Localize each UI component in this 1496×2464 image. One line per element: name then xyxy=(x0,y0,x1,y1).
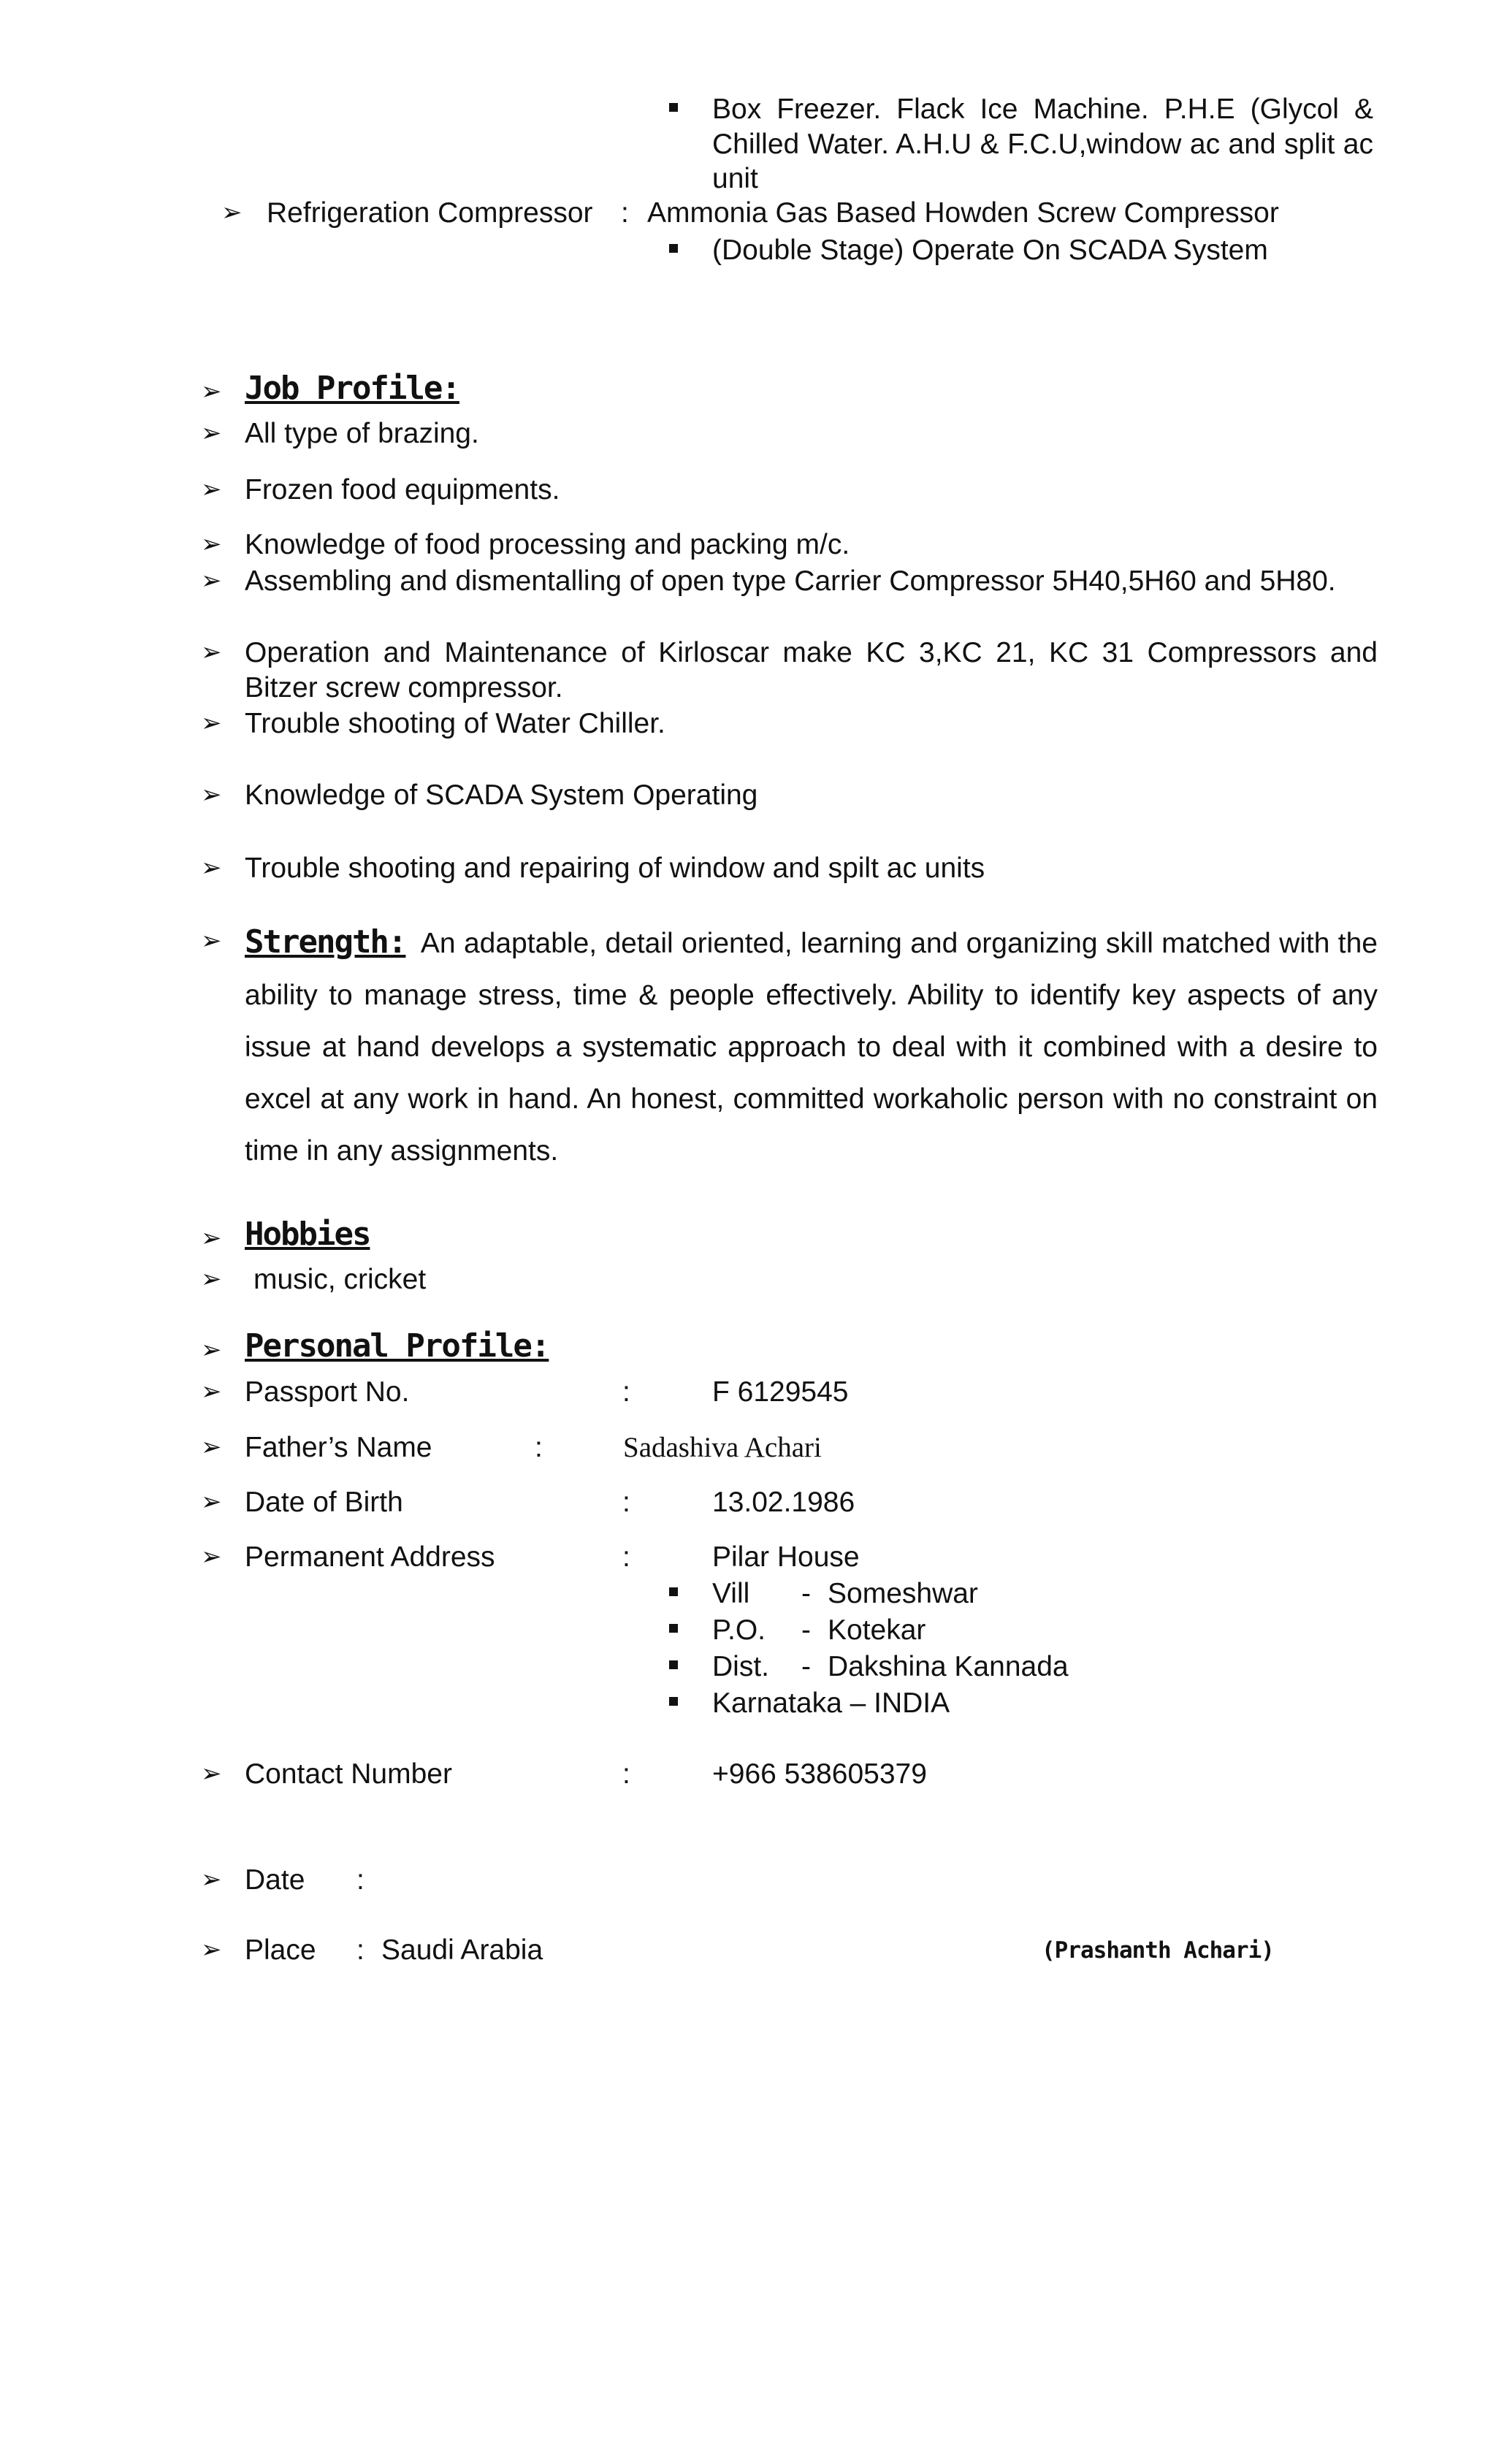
arrow-bullet-icon: ➢ xyxy=(201,780,222,809)
arrow-bullet-icon: ➢ xyxy=(201,419,222,448)
passport-label: Passport No. xyxy=(245,1376,410,1408)
arrow-bullet-icon: ➢ xyxy=(201,1865,222,1894)
address-key: Dist. xyxy=(712,1651,769,1682)
arrow-bullet-icon: ➢ xyxy=(201,566,222,595)
dob-label: Date of Birth xyxy=(245,1487,403,1518)
arrow-bullet-icon: ➢ xyxy=(201,475,222,504)
father-name-label: Father’s Name xyxy=(245,1432,432,1463)
bullet-square xyxy=(669,103,678,112)
address-value: Dakshina Kannada xyxy=(828,1651,1069,1682)
arrow-bullet-icon: ➢ xyxy=(201,1935,222,1964)
dob-separator: : xyxy=(622,1487,630,1518)
job-item: Knowledge of SCADA System Operating xyxy=(245,779,758,811)
address-separator: : xyxy=(622,1541,630,1573)
strength-heading: Strength: xyxy=(245,923,406,961)
bullet-square xyxy=(669,244,678,253)
dob-value: 13.02.1986 xyxy=(712,1487,855,1518)
arrow-bullet-icon: ➢ xyxy=(201,1759,222,1788)
strength-text: An adaptable, detail oriented, learning and organizing skill matched with the ability to manage stress, time & people effectively. Ability to identify key aspects of any issue at hand develops a systematic approach to deal with it combined with a desire to excel at any work in hand. An honest, committed workaholic person with no constraint on time in any assignments. xyxy=(245,928,1378,1167)
compressor-label: Refrigeration Compressor xyxy=(267,197,593,229)
contact-value: +966 538605379 xyxy=(712,1758,927,1790)
address-key: Vill xyxy=(712,1578,750,1609)
arrow-bullet-icon: ➢ xyxy=(221,198,243,227)
arrow-bullet-icon: ➢ xyxy=(201,638,222,667)
arrow-bullet-icon: ➢ xyxy=(201,926,222,956)
hobbies-text: music, cricket xyxy=(253,1264,427,1295)
arrow-bullet-icon: ➢ xyxy=(201,530,222,559)
address-dash: - xyxy=(801,1614,811,1646)
equipment-list-text: Box Freezer. Flack Ice Machine. P.H.E (Glycol & Chilled Water. A.H.U & F.C.U,window ac and split ac unit xyxy=(712,94,1373,195)
address-dash: - xyxy=(801,1578,811,1609)
arrow-bullet-icon: ➢ xyxy=(201,1542,222,1571)
arrow-bullet-icon: ➢ xyxy=(201,1487,222,1517)
compressor-separator: : xyxy=(621,197,629,229)
place-label: Place xyxy=(245,1934,316,1966)
hobbies-heading: Hobbies xyxy=(245,1216,370,1253)
passport-separator: : xyxy=(622,1376,630,1408)
father-name-value: Sadashiva Achari xyxy=(623,1432,822,1463)
bullet-square xyxy=(669,1697,678,1706)
contact-separator: : xyxy=(622,1758,630,1790)
bullet-square xyxy=(669,1624,678,1633)
address-key: P.O. xyxy=(712,1614,766,1646)
contact-label: Contact Number xyxy=(245,1758,452,1790)
job-item: Assembling and dismentalling of open type Carrier Compressor 5H40,5H60 and 5H80. xyxy=(245,565,1336,597)
arrow-bullet-icon: ➢ xyxy=(201,1224,222,1253)
arrow-bullet-icon: ➢ xyxy=(201,1265,222,1294)
arrow-bullet-icon: ➢ xyxy=(201,1335,222,1365)
place-separator: : xyxy=(356,1934,365,1966)
address-label: Permanent Address xyxy=(245,1541,495,1573)
arrow-bullet-icon: ➢ xyxy=(201,709,222,738)
address-line: Pilar House xyxy=(712,1541,860,1573)
address-value: Someshwar xyxy=(828,1578,978,1609)
signature-name: (Prashanth Achari) xyxy=(1042,1937,1274,1964)
address-value: Kotekar xyxy=(828,1614,926,1646)
place-value: Saudi Arabia xyxy=(381,1934,543,1966)
bullet-square xyxy=(669,1660,678,1669)
arrow-bullet-icon: ➢ xyxy=(201,853,222,882)
job-profile-heading: Job Profile: xyxy=(245,370,459,407)
job-item: Knowledge of food processing and packing m/c. xyxy=(245,529,850,560)
job-item: Trouble shooting and repairing of window and spilt ac units xyxy=(245,853,985,884)
compressor-value: Ammonia Gas Based Howden Screw Compressor xyxy=(647,197,1279,229)
job-item: All type of brazing. xyxy=(245,418,479,449)
date-label: Date xyxy=(245,1864,305,1896)
job-item: Trouble shooting of Water Chiller. xyxy=(245,708,665,739)
father-name-separator: : xyxy=(535,1432,543,1463)
compressor-detail: (Double Stage) Operate On SCADA System xyxy=(712,234,1268,266)
bullet-square xyxy=(669,1587,678,1596)
arrow-bullet-icon: ➢ xyxy=(201,1377,222,1406)
arrow-bullet-icon: ➢ xyxy=(201,377,222,406)
date-separator: : xyxy=(356,1864,365,1896)
address-dash: - xyxy=(801,1651,811,1682)
job-item: Frozen food equipments. xyxy=(245,474,560,506)
arrow-bullet-icon: ➢ xyxy=(201,1433,222,1462)
strength-paragraph xyxy=(245,916,1378,1177)
address-country: Karnataka – INDIA xyxy=(712,1687,950,1719)
personal-profile-heading: Personal Profile: xyxy=(245,1327,549,1365)
passport-value: F 6129545 xyxy=(712,1376,849,1408)
job-item: Operation and Maintenance of Kirloscar make KC 3,KC 21, KC 31 Compressors and Bitzer screw compressor. xyxy=(245,637,1378,703)
